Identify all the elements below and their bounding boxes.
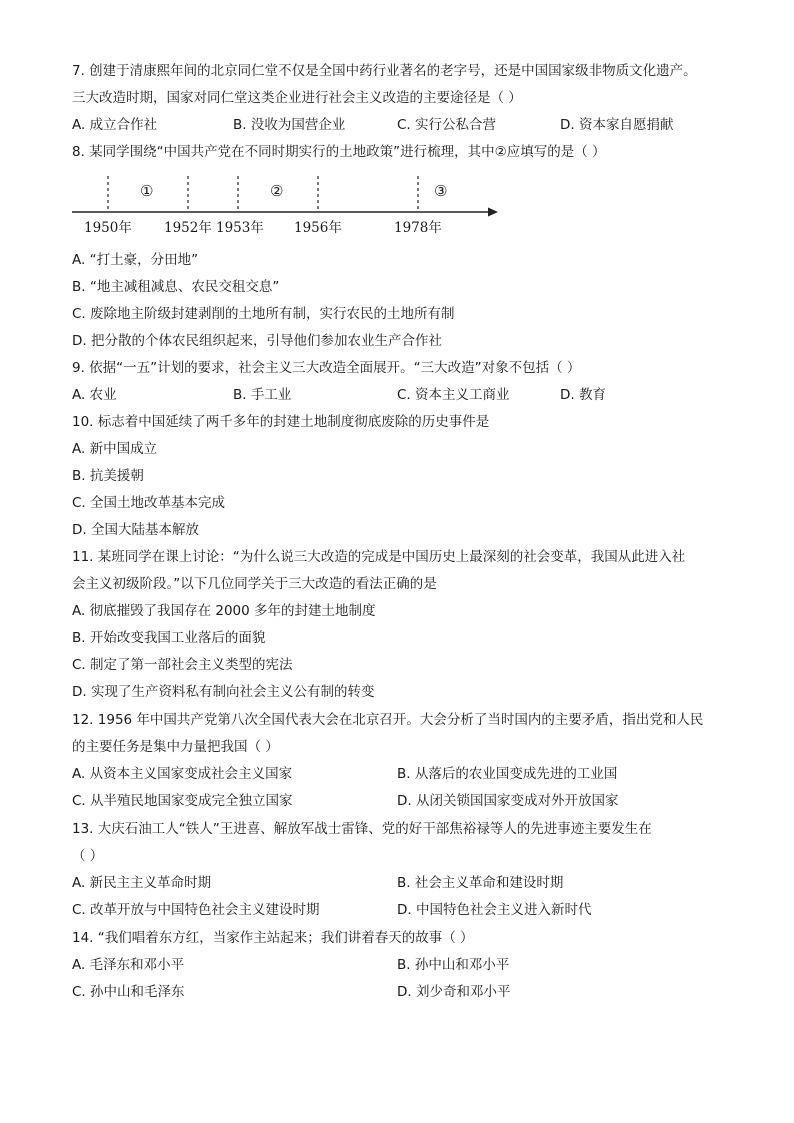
timeline-mark-3: ③ (434, 182, 448, 200)
q12-stem-line1: 12. 1956 年中国共产党第八次全国代表大会在北京召开。大会分析了当时国内的主要矛盾，指出党和人民 (72, 712, 704, 728)
q12-option-c: C. 从半殖民地国家变成完全独立国家 (72, 793, 293, 809)
q9-option-a: A. 农业 (72, 387, 117, 403)
timeline-mark-2: ② (270, 182, 284, 200)
q13-option-c: C. 改革开放与中国特色社会主义建设时期 (72, 902, 320, 918)
q7-option-a: A. 成立合作社 (72, 117, 158, 133)
q11-option-d: D. 实现了生产资料私有制向社会主义公有制的转变 (72, 684, 375, 700)
q13-option-d: D. 中国特色社会主义进入新时代 (397, 902, 592, 918)
q14-stem: 14. “我们唱着东方红，当家作主站起来；我们讲着春天的故事（ ） (72, 930, 474, 946)
q7-stem-line2: 三大改造时期，国家对同仁堂这类企业进行社会主义改造的主要途径是（ ） (72, 90, 522, 106)
q8-option-c: C. 废除地主阶级封建剥削的土地所有制，实行农民的土地所有制 (72, 306, 455, 322)
q11-stem-line2: 会主义初级阶段。”以下几位同学关于三大改造的看法正确的是 (72, 576, 437, 592)
timeline-year-1956: 1956年 (294, 220, 342, 236)
q10-option-c: C. 全国土地改革基本完成 (72, 495, 226, 511)
q12-option-a: A. 从资本主义国家变成社会主义国家 (72, 766, 293, 782)
q11-option-b: B. 开始改变我国工业落后的面貌 (72, 630, 266, 646)
timeline-mark-1: ① (140, 182, 154, 200)
q10-option-d: D. 全国大陆基本解放 (72, 522, 199, 538)
q12-option-b: B. 从落后的农业国变成先进的工业国 (397, 766, 618, 782)
q11-stem-line1: 11. 某班同学在课上讨论：“为什么说三大改造的完成是中国历史上最深刻的社会变革，我国从此进入社 (72, 549, 686, 565)
timeline-year-1953: 1953年 (216, 220, 264, 236)
q10-option-b: B. 抗美援朝 (72, 468, 144, 484)
q8-option-d: D. 把分散的个体农民组织起来，引导他们参加农业生产合作社 (72, 333, 442, 349)
q14-option-a: A. 毛泽东和邓小平 (72, 957, 185, 973)
q11-option-c: C. 制定了第一部社会主义类型的宪法 (72, 657, 293, 673)
q13-option-a: A. 新民主主义革命时期 (72, 875, 212, 891)
q13-stem-line1: 13. 大庆石油工人“铁人”王进喜、解放军战士雷锋、党的好干部焦裕禄等人的先进事迹主要发生在 (72, 821, 652, 837)
q13-stem-line2: （ ） (72, 848, 104, 864)
q8-option-a: A. “打土豪，分田地” (72, 252, 199, 268)
q14-option-d: D. 刘少奇和邓小平 (397, 984, 511, 1000)
timeline-year-1978: 1978年 (394, 220, 442, 236)
q8-option-b: B. “地主减租减息、农民交租交息” (72, 279, 280, 295)
q9-stem: 9. 依据“一五”计划的要求，社会主义三大改造全面展开。“三大改造”对象不包括（ ） (72, 360, 581, 376)
q10-stem: 10. 标志着中国延续了两千多年的封建土地制度彻底废除的历史事件是 (72, 414, 490, 430)
q7-option-b: B. 没收为国营企业 (233, 117, 346, 133)
timeline-year-1950: 1950年 (84, 220, 132, 236)
q7-option-d: D. 资本家自愿捐献 (560, 117, 674, 133)
q9-option-d: D. 教育 (560, 387, 606, 403)
q8-stem: 8. 某同学围绕“中国共产党在不同时期实行的土地政策”进行梳理，其中②应填写的是（ ） (72, 144, 606, 160)
q7-stem-line1: 7. 创建于清康熙年间的北京同仁堂不仅是全国中药行业著名的老字号，还是中国国家级非物质文化遗产。 (72, 63, 697, 79)
q8-timeline (68, 172, 508, 242)
q10-option-a: A. 新中国成立 (72, 441, 158, 457)
q12-option-d: D. 从闭关锁国国家变成对外开放国家 (397, 793, 619, 809)
q9-option-b: B. 手工业 (233, 387, 292, 403)
q13-option-b: B. 社会主义革命和建设时期 (397, 875, 564, 891)
q9-option-c: C. 资本主义工商业 (397, 387, 510, 403)
q7-option-c: C. 实行公私合营 (397, 117, 497, 133)
q14-option-b: B. 孙中山和邓小平 (397, 957, 510, 973)
q14-option-c: C. 孙中山和毛泽东 (72, 984, 185, 1000)
q12-stem-line2: 的主要任务是集中力量把我国（ ） (72, 739, 279, 755)
timeline-year-1952: 1952年 (164, 220, 212, 236)
q11-option-a: A. 彻底摧毁了我国存在 2000 多年的封建土地制度 (72, 603, 376, 619)
